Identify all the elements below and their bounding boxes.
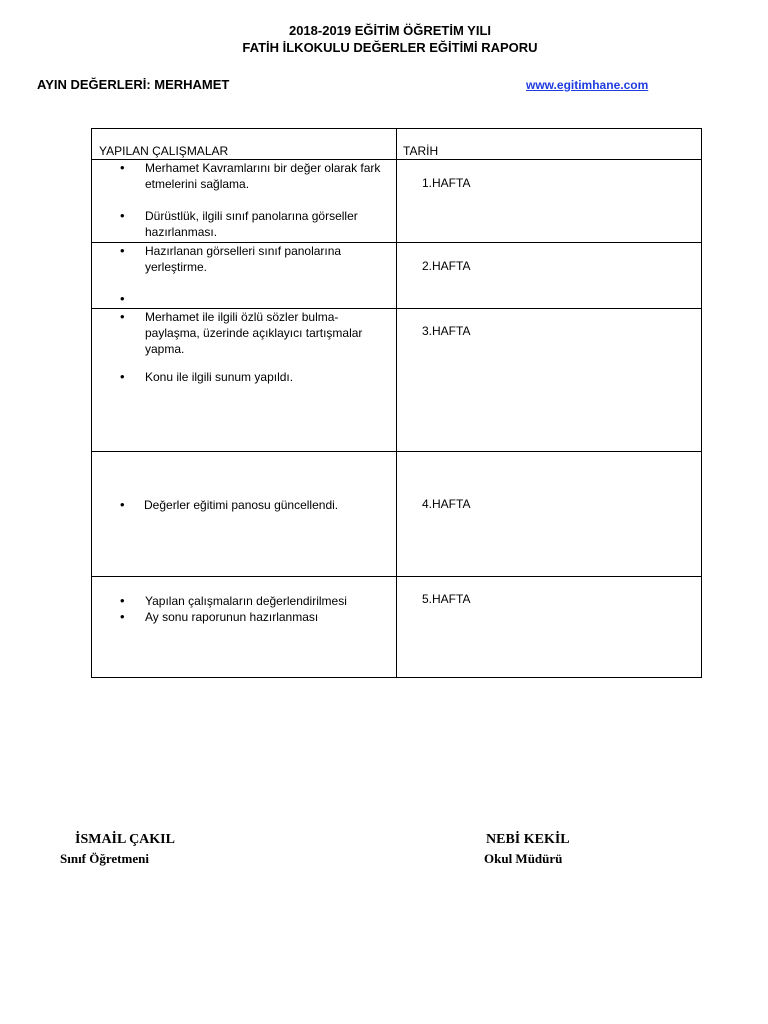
table-row xyxy=(92,452,702,577)
list-item: • Merhamet ile ilgili özlü sözler bulma-paylaşma, üzerinde açıklayıcı tartışmalar yapma. xyxy=(92,309,396,357)
header-activities xyxy=(92,129,397,160)
list-item: • Hazırlanan görselleri sınıf panolarına yerleştirme. xyxy=(92,243,396,275)
activities-cell xyxy=(92,243,397,309)
activity-list xyxy=(92,593,396,625)
table-row xyxy=(92,577,702,678)
week-cell xyxy=(397,160,702,243)
principal-name: NEBİ KEKİL xyxy=(486,832,570,847)
list-item: • Konu ile ilgili sunum yapıldı. xyxy=(92,369,396,385)
week-label: 3.HAFTA xyxy=(422,324,471,338)
week-label: 5.HAFTA xyxy=(422,592,471,606)
activity-list xyxy=(92,243,396,275)
report-title-year: 2018-2019 EĞİTİM ÖĞRETİM YILI xyxy=(288,23,492,38)
activity-list xyxy=(92,160,396,240)
report-title-school: FATİH İLKOKULU DEĞERLER EĞİTİMİ RAPORU xyxy=(242,40,538,55)
header-activities-label: YAPILAN ÇALIŞMALAR xyxy=(99,144,229,158)
activities-cell xyxy=(92,577,397,678)
week-label: 1.HAFTA xyxy=(422,176,471,190)
list-item: • Değerler eğitimi panosu güncellendi. xyxy=(92,497,396,513)
table-row xyxy=(92,160,702,243)
activity-list xyxy=(92,497,396,513)
table-row xyxy=(92,309,702,452)
list-item: • Dürüstlük, ilgili sınıf panolarına görseller hazırlanması. xyxy=(92,208,396,240)
week-cell xyxy=(397,577,702,678)
list-item: • Yapılan çalışmaların değerlendirilmesi xyxy=(92,593,396,609)
header-date xyxy=(397,129,702,160)
activities-cell xyxy=(92,160,397,243)
website-link[interactable]: www.egitimhane.com xyxy=(526,78,649,92)
week-cell xyxy=(397,309,702,452)
month-value-heading: AYIN DEĞERLERİ: MERHAMET xyxy=(37,77,230,92)
principal-role: Okul Müdürü xyxy=(484,851,563,866)
activities-cell xyxy=(92,309,397,452)
week-cell xyxy=(397,243,702,309)
teacher-name: İSMAİL ÇAKIL xyxy=(75,832,175,847)
teacher-role: Sınıf Öğretmeni xyxy=(60,851,149,866)
week-label: 2.HAFTA xyxy=(422,259,471,273)
activity-list xyxy=(92,309,396,385)
list-item: • Merhamet Kavramlarını bir değer olarak fark etmelerini sağlama. xyxy=(92,160,396,192)
header-date-label: TARİH xyxy=(403,144,439,158)
week-cell xyxy=(397,452,702,577)
week-label: 4.HAFTA xyxy=(422,497,471,511)
list-item: • Ay sonu raporunun hazırlanması xyxy=(92,609,396,625)
table-row xyxy=(92,243,702,309)
table-header-row xyxy=(92,129,702,160)
activities-table xyxy=(91,128,702,678)
activities-cell xyxy=(92,452,397,577)
